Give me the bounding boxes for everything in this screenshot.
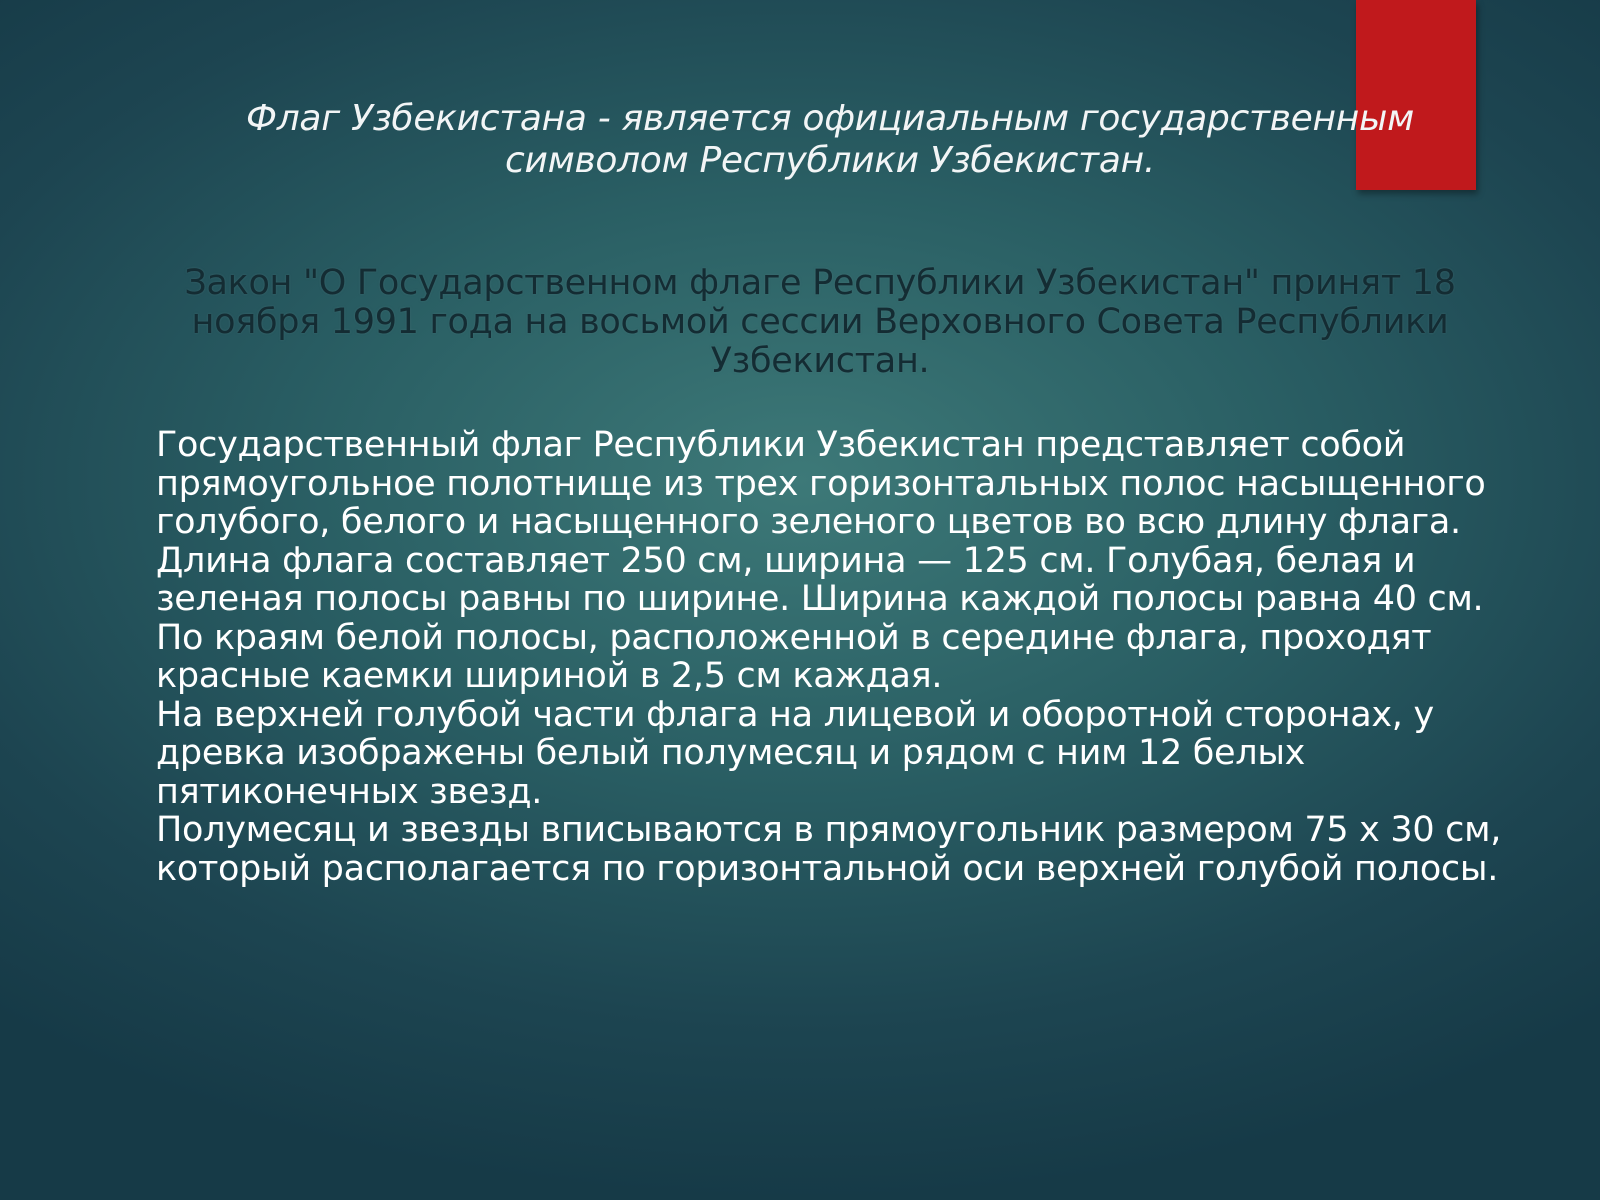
paragraph-crescent-stars: На верхней голубой части флага на лицевой и оборотной сторонах, у древка изображены белый полумесяц и рядом с ним 12 белых пятиконечных звезд. <box>156 694 1434 812</box>
paragraph-flag-stripes: Государственный флаг Республики Узбекистан представляет собой прямоугольное полотнище из трех горизонтальных полос насыщенного голубого, белого и насыщенного зеленого цветов во всю длину флага. <box>156 425 1486 542</box>
flag-description <box>156 426 1516 888</box>
law-statement: Закон "О Государственном флаге Республики Узбекистан" принят 18 ноября 1991 года на восьмой сессии Верховного Совета Республики Узбекистан. <box>184 263 1456 381</box>
slide-title: Флаг Узбекистана - является официальным государственным символом Республики Узбекистан. <box>246 98 1414 181</box>
paragraph-emblem-rectangle: Полумесяц и звезды вписываются в прямоугольник размером 75 х 30 см, который располагается по горизонтальной оси верхней голубой полосы. <box>156 810 1502 889</box>
paragraph-flag-dimensions: Длина флага составляет 250 см, ширина — 125 см. Голубая, белая и зеленая полосы равны по ширине. Ширина каждой полосы равна 40 см. По краям белой полосы, расположенной в середине флага, проходят красные каемки шириной в 2,5 см каждая. <box>156 540 1484 696</box>
